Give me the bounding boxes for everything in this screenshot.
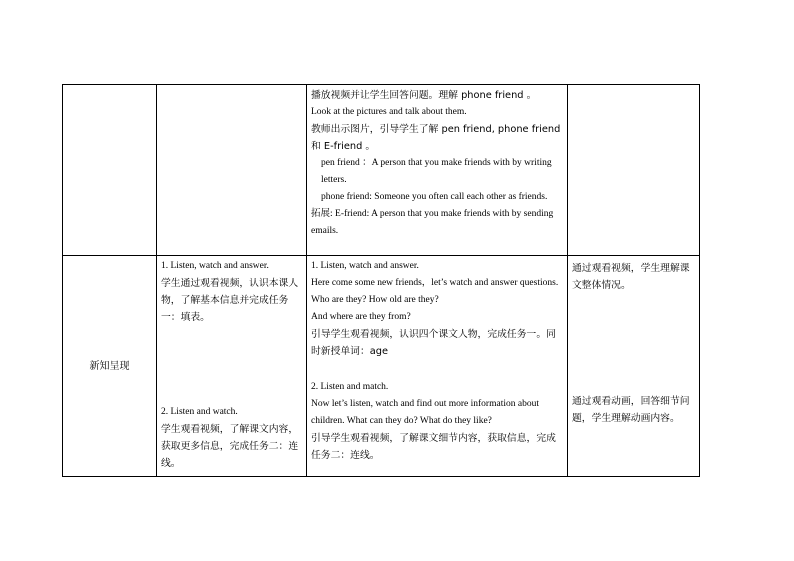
text-line: Look at the pictures and talk about them. bbox=[311, 107, 467, 117]
text-line: 1. Listen, watch and answer. bbox=[311, 261, 419, 271]
teacher-activity-task1 bbox=[311, 258, 563, 360]
text-line: 教师出示图片，引导学生了解 pen friend, phone friend 和 E-friend 。 bbox=[311, 124, 561, 152]
design-intent-task2: 通过观看动画，回答细节问题，学生理解动画内容。 bbox=[572, 396, 690, 424]
stage-cell: 新知呈现 bbox=[63, 256, 157, 477]
design-intent-cell bbox=[568, 85, 700, 256]
student-activity-cell bbox=[157, 85, 307, 256]
text-line: 2. Listen and match. bbox=[311, 382, 389, 392]
table-row bbox=[63, 256, 700, 477]
design-intent-task1: 通过观看视频，学生理解课文整体情况。 bbox=[572, 263, 690, 291]
text-line: 1. Listen, watch and answer. bbox=[161, 261, 269, 271]
text-line: 学生观看视频，了解课文内容，获取更多信息，完成任务二：连线。 bbox=[161, 424, 299, 469]
student-activity-task1 bbox=[161, 258, 302, 326]
text-line: 引导学生观看视频，认识四个课文人物，完成任务一。同时新授单词：age bbox=[311, 329, 556, 357]
teacher-activity-cell bbox=[307, 85, 568, 256]
text-line: 引导学生观看视频，了解课文细节内容，获取信息，完成任务二：连线。 bbox=[311, 433, 556, 461]
text-line: 学生通过观看视频，认识本课人物，了解基本信息并完成任务一：填表。 bbox=[161, 278, 299, 323]
text-line: And where are they from? bbox=[311, 312, 411, 322]
design-intent-cell bbox=[568, 256, 700, 477]
text-line: pen friend ：A person that you make friends with by writing letters. bbox=[321, 158, 552, 185]
table-row bbox=[63, 85, 700, 256]
text-line: Here come some new friends，let’s watch and answer questions. bbox=[311, 278, 559, 288]
teacher-activity-lines bbox=[311, 87, 563, 240]
text-line: 2. Listen and watch. bbox=[161, 407, 238, 417]
stage-cell bbox=[63, 85, 157, 256]
teacher-activity-cell bbox=[307, 256, 568, 477]
text-line: 拓展: E-friend: A person that you make friends with by sending emails. bbox=[311, 209, 554, 236]
student-activity-task2 bbox=[161, 404, 302, 472]
text-line: 播放视频并让学生回答问题。理解 phone friend 。 bbox=[311, 90, 537, 101]
text-line: phone friend: Someone you often call each other as friends. bbox=[321, 192, 548, 202]
teacher-activity-task2 bbox=[311, 379, 563, 464]
student-activity-cell bbox=[157, 256, 307, 477]
lesson-plan-table bbox=[62, 84, 700, 477]
text-line: Now let’s listen, watch and find out more information about children. What can they do? What do they like? bbox=[311, 399, 539, 426]
text-line: Who are they? How old are they? bbox=[311, 295, 439, 305]
